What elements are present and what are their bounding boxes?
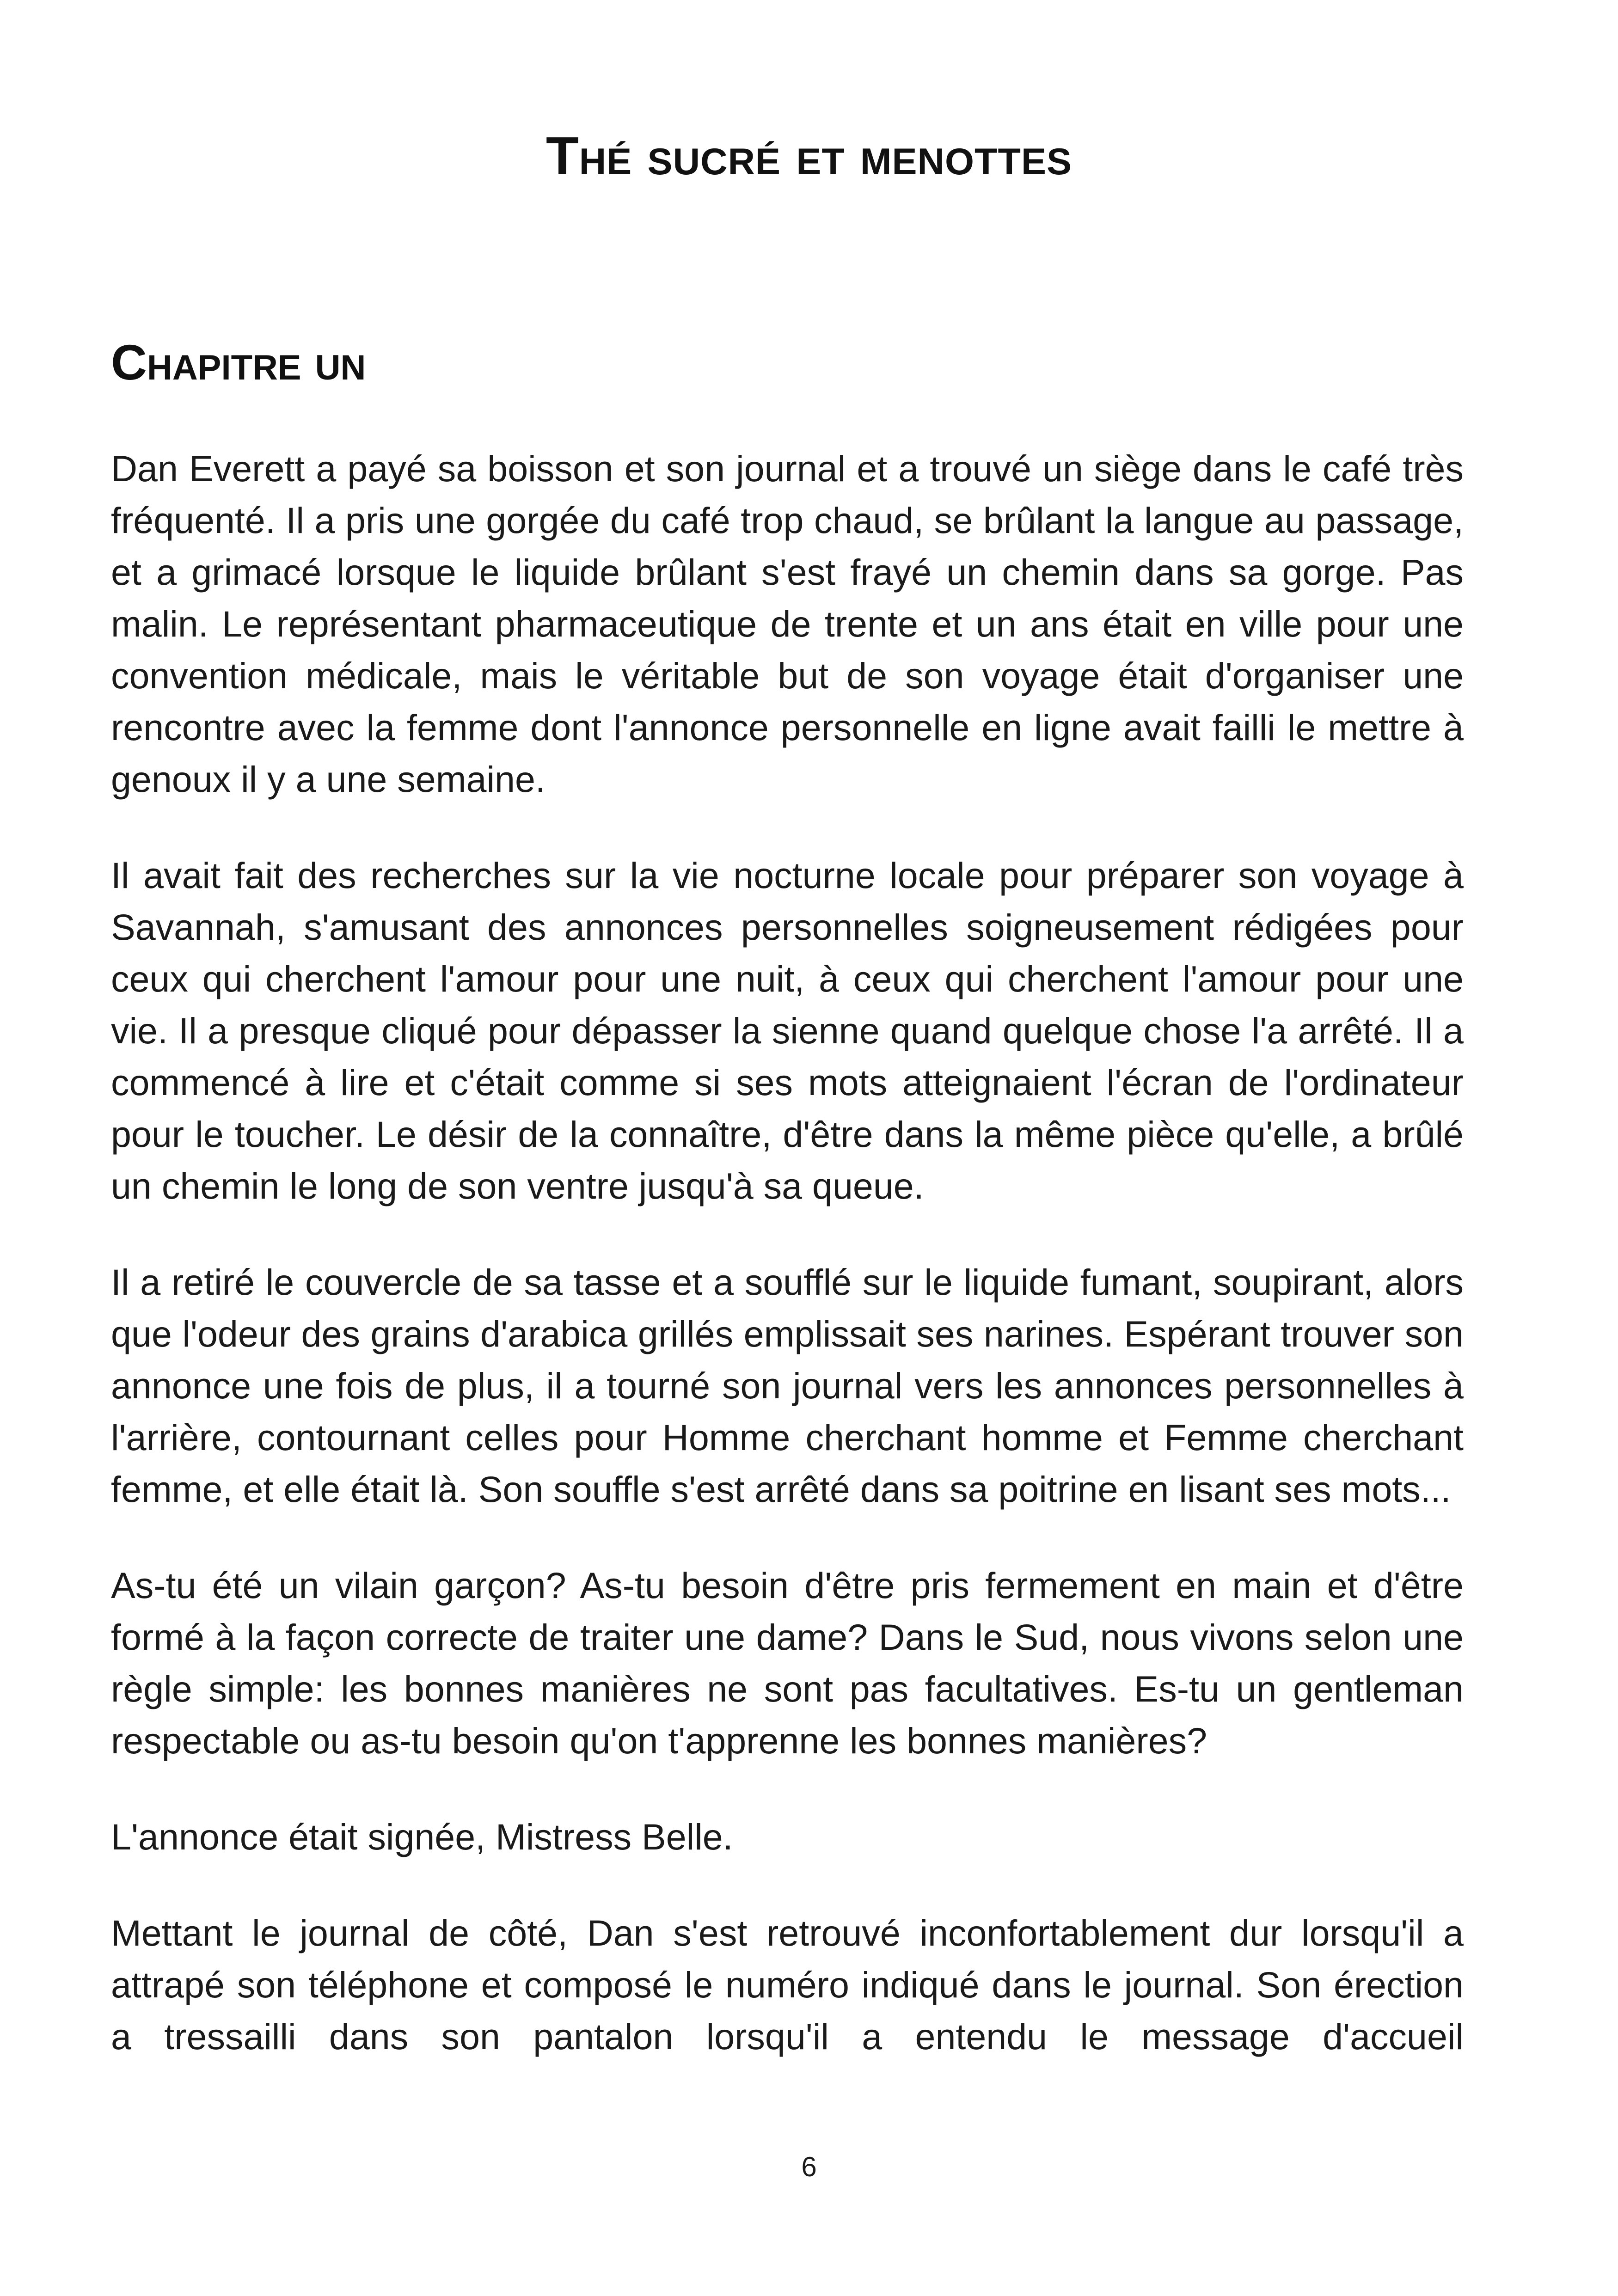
paragraph: Il a retiré le couvercle de sa tasse et a soufflé sur le liquide fumant, soupirant, alors que l'odeur des grains d'arabica grillés emplissait ses narines. Espérant trouver son annonce une fois de plus, il a tourné son journal vers les annonces personnelles à l'arrière, contournant celles pour Homme cherchant homme et Femme cherchant femme, et elle était là. Son souffle s'est arrêté dans sa poitrine en lisant ses mots... — [111, 1261, 1464, 1510]
paragraph: Dan Everett a payé sa boisson et son journal et a trouvé un siège dans le café très fréquenté. Il a pris une gorgée du café trop chaud, se brûlant la langue au passage, et a grimacé lorsque le liquide brûlant s'est frayé un chemin dans sa gorge. Pas malin. Le représentant pharmaceutique de trente et un ans était en ville pour une convention médicale, mais le véritable but de son voyage était d'organiser une rencontre avec la femme dont l'annonce personnelle en ligne avait failli le mettre à genoux il y a une semaine. — [111, 448, 1464, 800]
page-number: 6 — [801, 2151, 817, 2182]
paragraph: Il avait fait des recherches sur la vie nocturne locale pour préparer son voyage à Savannah, s'amusant des annonces personnelles soigneusement rédigées pour ceux qui cherchent l'amour pour une nuit, à ceux qui cherchent l'amour pour une vie. Il a presque cliqué pour dépasser la sienne quand quelque chose l'a arrêté. Il a commencé à lire et c'était comme si ses mots atteignaient l'écran de l'ordinateur pour le toucher. Le désir de la connaître, d'être dans la même pièce qu'elle, a brûlé un chemin le long de son ventre jusqu'à sa queue. — [111, 855, 1464, 1206]
chapter-body — [111, 443, 1464, 2107]
paragraph: As-tu été un vilain garçon? As-tu besoin d'être pris fermement en main et d'être formé à la façon correcte de traiter une dame? Dans le Sud, nous vivons selon une règle simple: les bonnes manières ne sont pas facultatives. Es-tu un gentleman respectable ou as-tu besoin qu'on t'apprenne les bonnes manières? — [111, 1565, 1464, 1761]
paragraph: Mettant le journal de côté, Dan s'est retrouvé inconfortablement dur lorsqu'il a attrapé son téléphone et composé le numéro indiqué dans le journal. Son érection a tressailli dans son pantalon lorsqu'il a entendu le message d'accueil — [111, 1912, 1464, 2057]
paragraph: L'annonce était signée, Mistress Belle. — [111, 1816, 733, 1857]
chapter-title: Chapitre un — [111, 334, 366, 390]
book-title: Thé sucré et menottes — [545, 126, 1073, 186]
